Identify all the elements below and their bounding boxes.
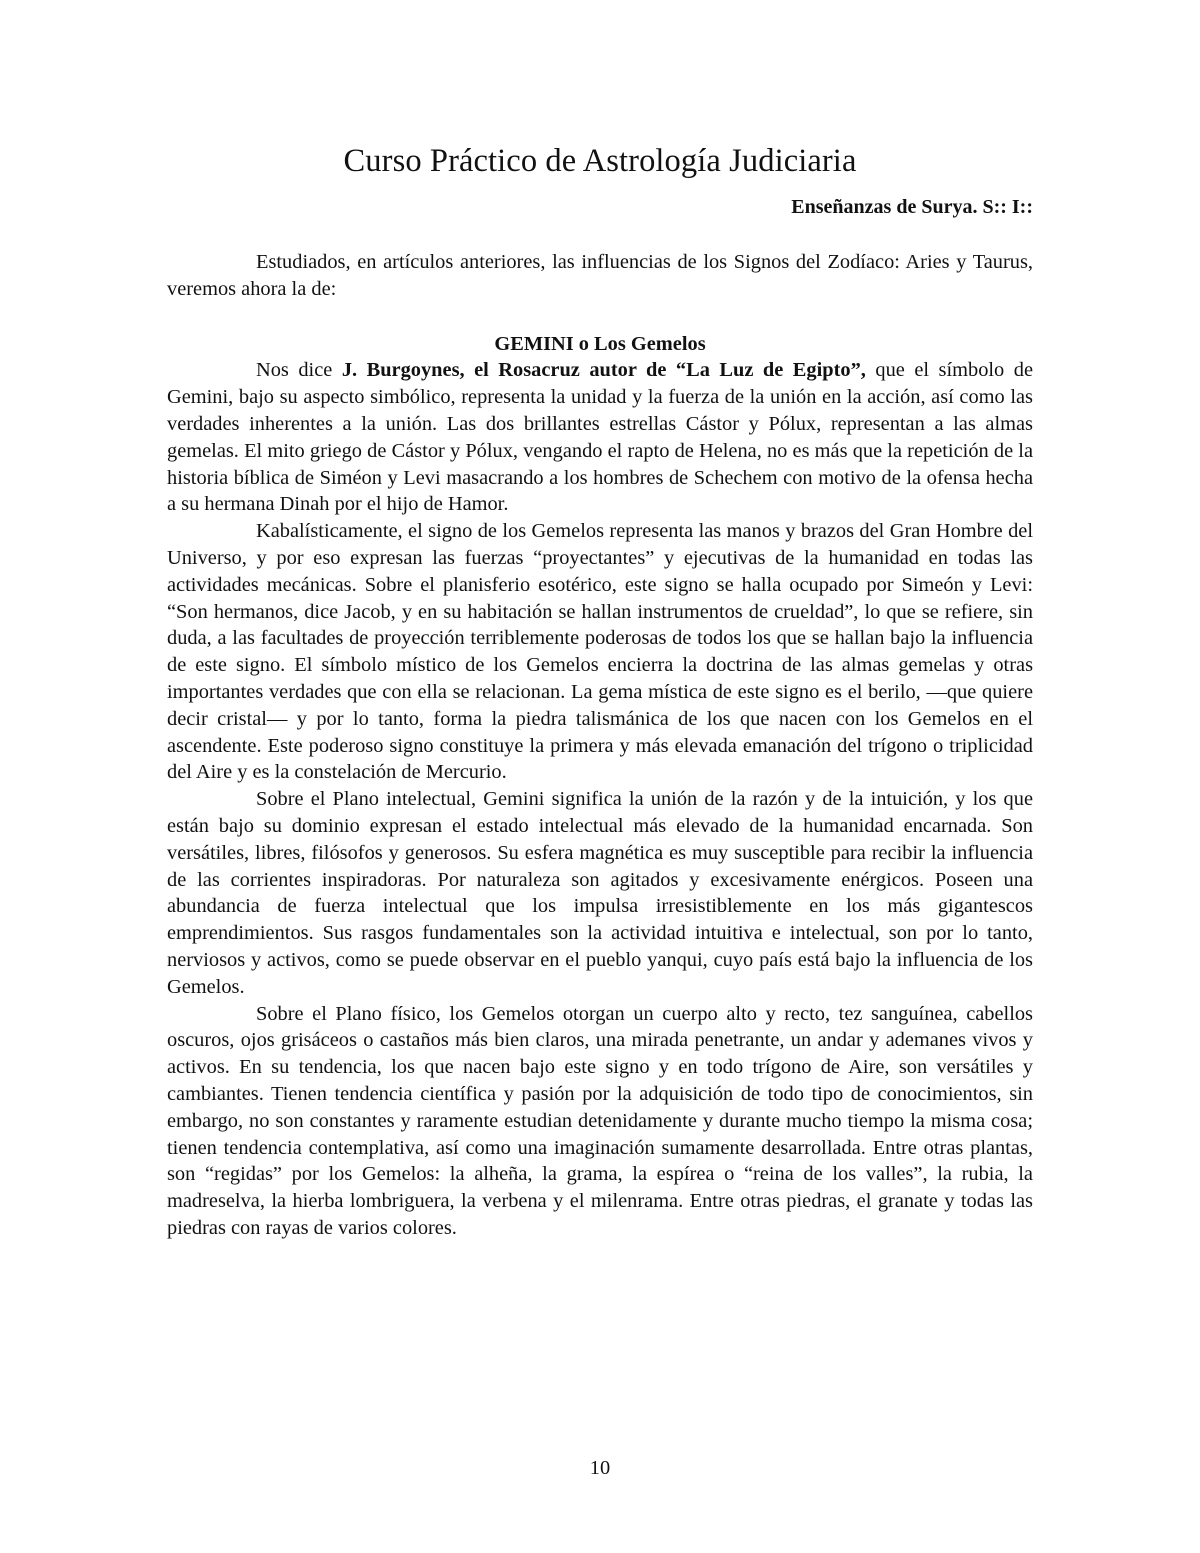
paragraph-4: Sobre el Plano físico, los Gemelos otorgan un cuerpo alto y recto, tez sanguínea, cabellos oscuros, ojos grisáceos o castaños más bien claros, una mirada penetrante, un andar y ademanes vivos y activos. En su tendencia, los que nacen bajo este signo y en todo trígono de Aire, son versátiles y cambiantes. Tienen tendencia científica y pasión por la adquisición de todo tipo de conocimientos, sin embargo, no son constantes y raramente estudian detenidamente y durante mucho tiempo la misma cosa; tienen tendencia contemplativa, así como una imaginación sumamente desarrollada. Entre otras plantas, son “regidas” por los Gemelos: la alheña, la grama, la espírea o “reina de los valles”, la rubia, la madreselva, la hierba lombriguera, la verbena y el milenrama. Entre otras piedras, el granate y todas las piedras con rayas de varios colores. [167,1002,1033,1239]
paragraph-1-rest: que el símbolo de Gemini, bajo su aspecto simbólico, representa la unidad y la fuerza de la unión en la acción, así como las verdades inherentes a la unión. Las dos brillantes estrellas Cástor y Pólux, representan a las almas gemelas. El mito griego de Cástor y Pólux, vengando el rapto de Helena, no es más que la repetición de la historia bíblica de Siméon y Levi masacrando a los hombres de Schechem con motivo de la ofensa hecha a su hermana Dinah por el hijo de Hamor. [167,359,1033,516]
paragraph-1 [167,357,1033,518]
paragraph-3: Sobre el Plano intelectual, Gemini significa la unión de la razón y de la intuición, y los que están bajo su dominio expresan el estado intelectual más elevado de la humanidad encarnada. Son versátiles, libres, filósofos y generosos. Su esfera magnética es muy susceptible para recibir la influencia de las corrientes inspiradoras. Por naturaleza son agitados y excesivamente enérgicos. Poseen una abundancia de fuerza intelectual que los impulsa irresistiblemente en los más gigantescos emprendimientos. Sus rasgos fundamentales son la actividad intuitiva e intelectual, son por lo tanto, nerviosos y activos, como se puede observar en el pueblo yanqui, cuyo país está bajo la influencia de los Gemelos. [167,788,1033,998]
document-subtitle: Enseñanzas de Surya. S:: I:: [791,196,1033,218]
document-page [167,140,1033,1242]
document-title: Curso Práctico de Astrología Judiciaria [343,143,857,179]
section-heading: GEMINI o Los Gemelos [494,332,706,355]
paragraph-2: Kabalísticamente, el signo de los Gemelos representa las manos y brazos del Gran Hombre del Universo, y por eso expresan las fuerzas “proyectantes” y ejecutivas de la humanidad en todas las actividades mecánicas. Sobre el planisferio esotérico, este signo se halla ocupado por Simeón y Levi: “Son hermanos, dice Jacob, y en su habitación se hallan instrumentos de crueldad”, lo que se refiere, sin duda, a las facultades de proyección terriblemente poderosas de todos los que se hallan bajo la influencia de este signo. El símbolo místico de los Gemelos encierra la doctrina de las almas gemelas y otras importantes verdades que con ella se relacionan. La gema mística de este signo es el berilo, —que quiere decir cristal— y por lo tanto, forma la piedra talismánica de los que nacen con los Gemelos en el ascendente. Este poderoso signo constituye la primera y más elevada emanación del trígono o triplicidad del Aire y es la constelación de Mercurio. [167,520,1033,784]
intro-paragraph: Estudiados, en artículos anteriores, las influencias de los Signos del Zodíaco: Aries y Taurus, veremos ahora la de: [167,251,1033,300]
page-number: 10 [589,1457,611,1479]
paragraph-1-lead: Nos dice [256,359,342,382]
paragraph-1-bold: J. Burgoynes, el Rosacruz autor de “La Luz de Egipto”, [341,359,866,382]
